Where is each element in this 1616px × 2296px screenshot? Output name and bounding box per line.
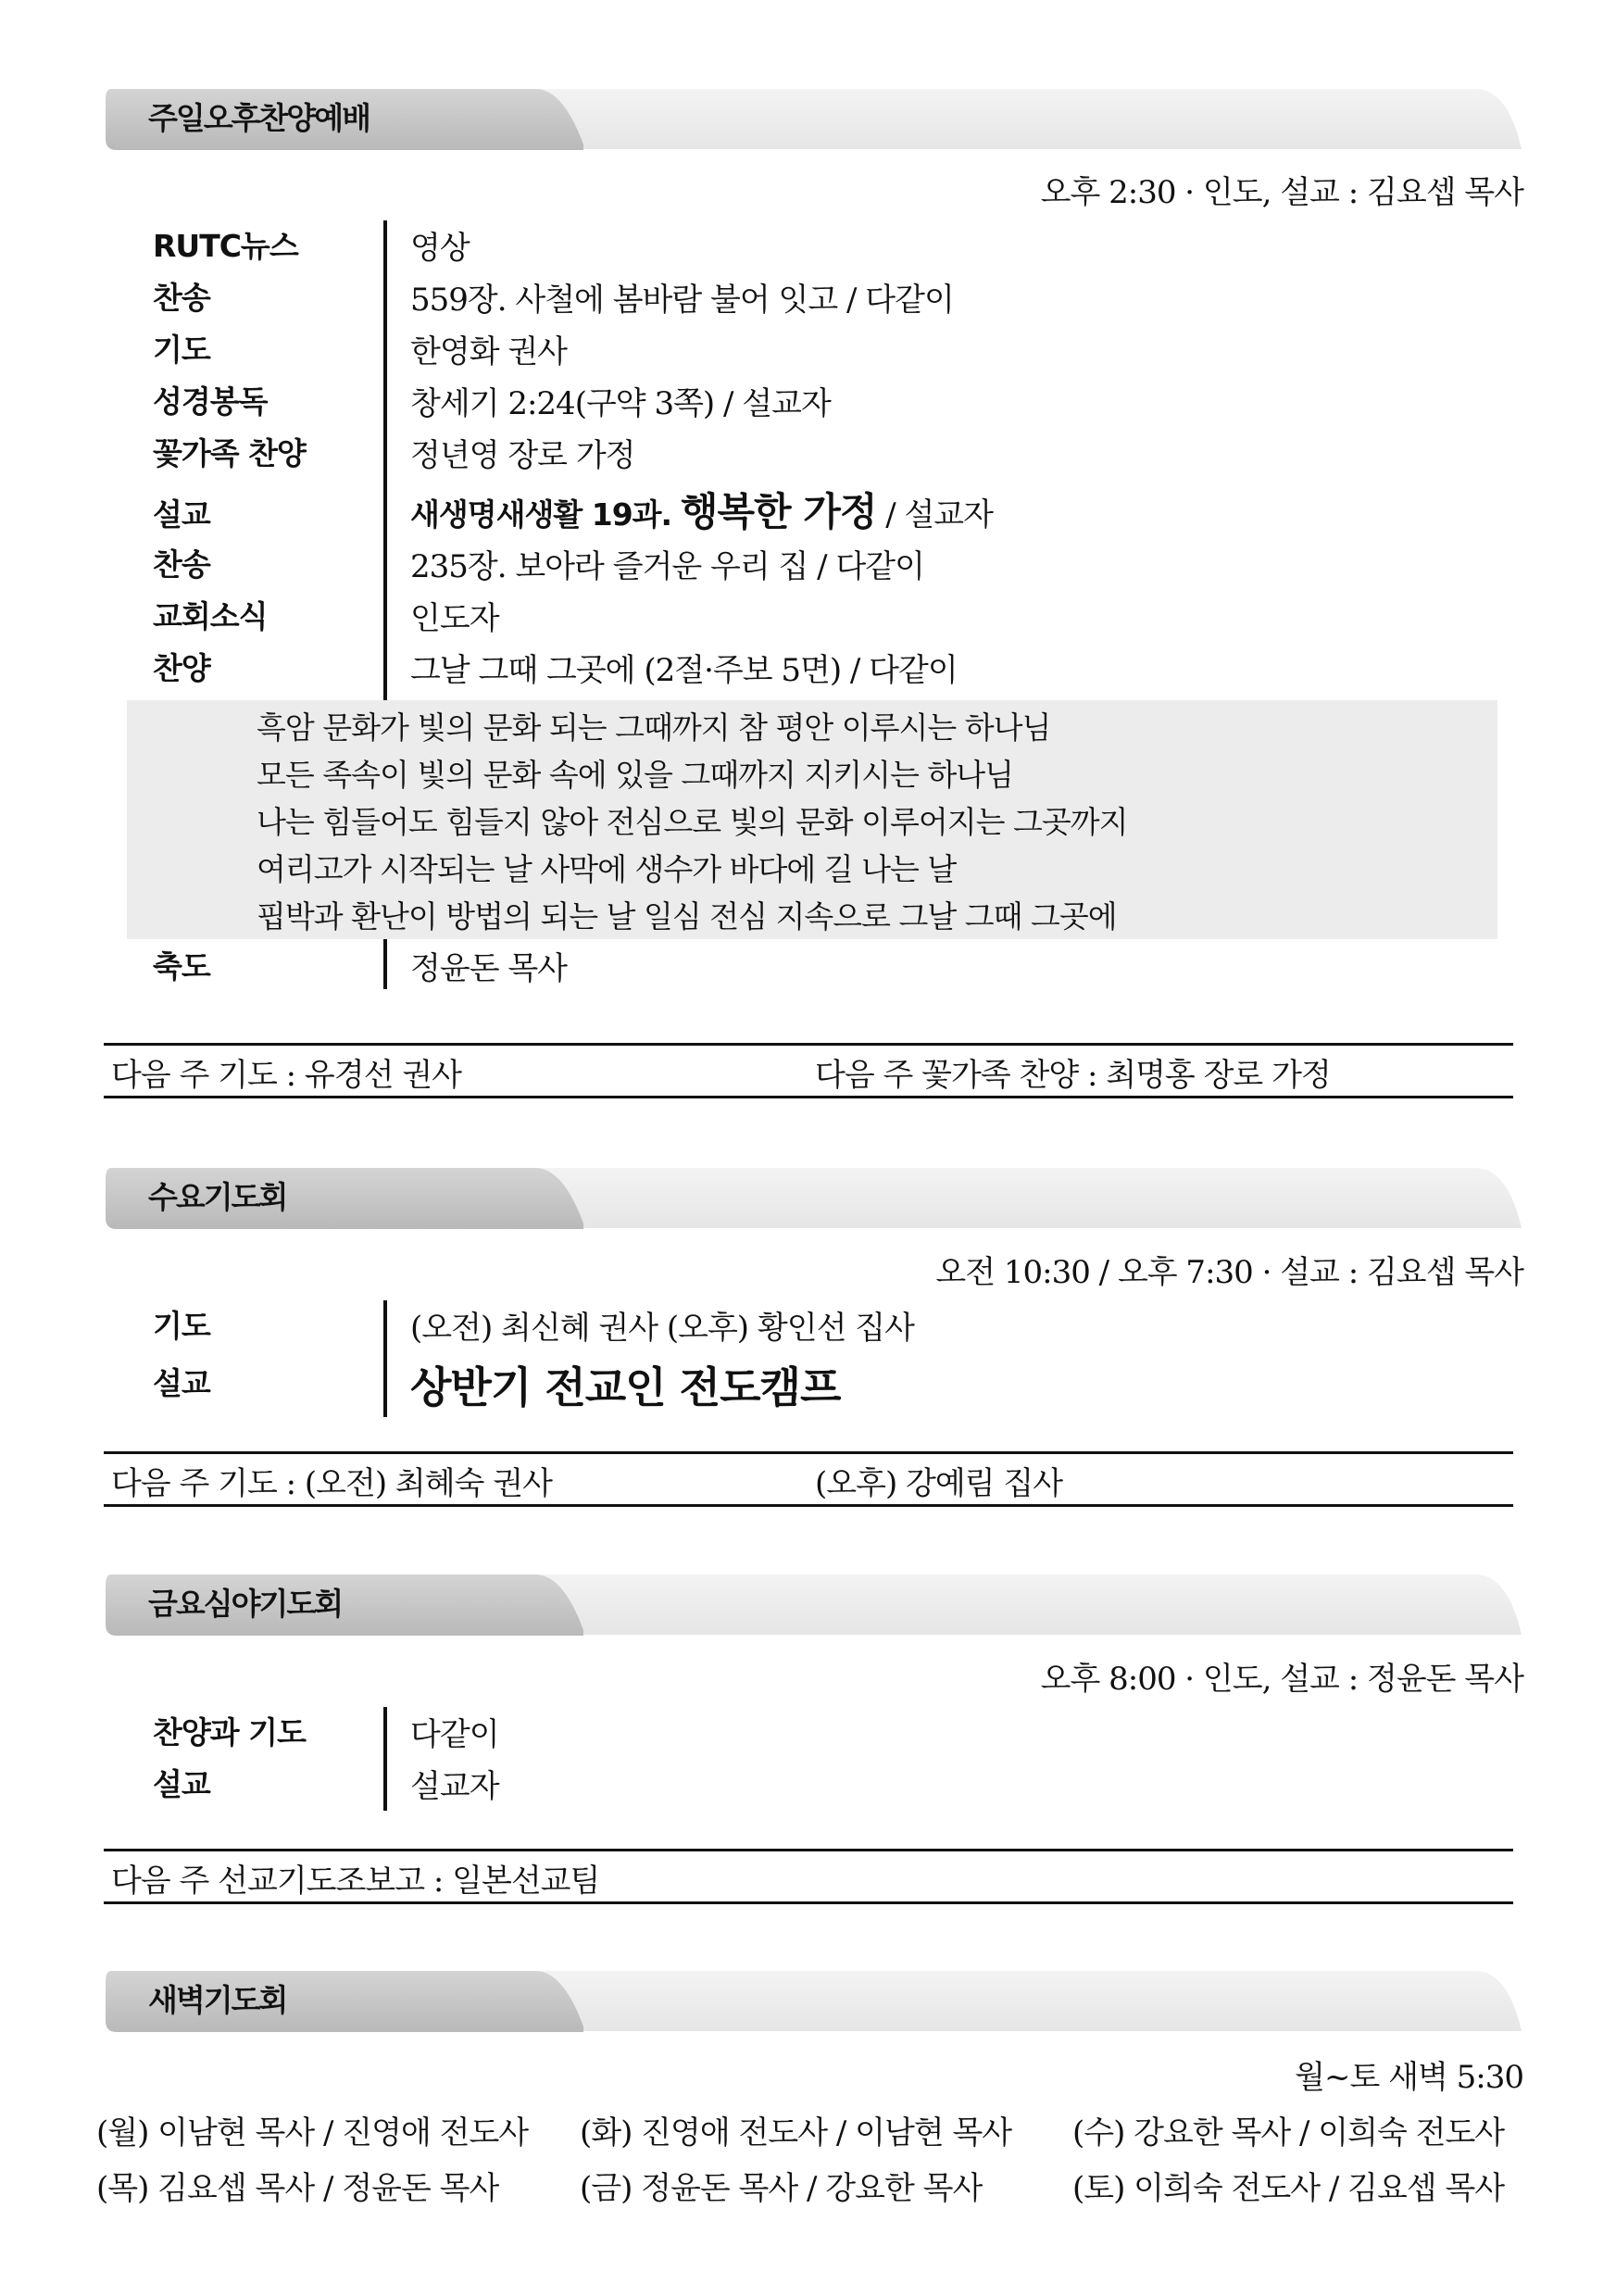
row-label: 축도 (153, 948, 210, 985)
program-row (0, 274, 1616, 326)
row-label: 꽃가족 찬양 (153, 435, 306, 471)
row-value: 창세기 2:24(구약 3쪽) / 설교자 (410, 385, 831, 422)
lyric-line: 여리고가 시작되는 날 사막에 생수가 바다에 길 나는 날 (257, 851, 957, 887)
program-row (0, 378, 1616, 430)
program-row-sermon (0, 482, 1616, 533)
program-row (0, 593, 1616, 645)
lyric-line: 핍박과 환난이 방법의 되는 날 일심 전심 지속으로 그날 그때 그곳에 (257, 898, 1117, 935)
dawn-schedule-item: (화) 진영애 전도사 / 이남현 목사 (580, 2114, 1012, 2152)
program-row (0, 1709, 1616, 1761)
sermon-value (410, 482, 993, 537)
program-row-sermon (0, 1354, 1616, 1412)
service-time: 오후 2:30 · 인도, 설교 : 김요셉 목사 (1040, 174, 1523, 211)
next-week-left: 다음 주 선교기도조보고 : 일본선교팀 (111, 1863, 600, 1900)
row-label: 기도 (153, 1308, 210, 1344)
program-row (0, 943, 1616, 995)
dawn-schedule-item: (월) 이남현 목사 / 진영애 전도사 (96, 2114, 529, 2152)
next-week-right: (오후) 강예림 집사 (815, 1465, 1063, 1502)
dawn-schedule-item: (토) 이희숙 전도사 / 김요셉 목사 (1072, 2170, 1505, 2207)
program-row (0, 326, 1616, 378)
service-time: 오후 8:00 · 인도, 설교 : 정윤돈 목사 (1040, 1661, 1523, 1698)
next-week-bar (104, 1451, 1513, 1507)
next-week-left: 다음 주 기도 : 유경선 권사 (111, 1057, 461, 1094)
row-value: 인도자 (410, 600, 499, 637)
row-value: 그날 그때 그곳에 (2절·주보 5면) / 다같이 (410, 652, 958, 689)
row-value: 설교자 (410, 1768, 499, 1805)
header-tab-shape (100, 1159, 1522, 1236)
row-value: 다같이 (410, 1716, 499, 1753)
next-week-bar (104, 1043, 1513, 1098)
header-tab-shape (100, 1962, 1522, 2039)
program-row (0, 1302, 1616, 1354)
section-header-sunday (100, 80, 1522, 157)
section-header-wednesday (100, 1159, 1522, 1236)
row-value: 한영화 권사 (410, 333, 568, 370)
program-row (0, 222, 1616, 274)
next-week-right: 다음 주 꽃가족 찬양 : 최명홍 장로 가정 (815, 1057, 1331, 1094)
sermon-title: 행복한 가정 (680, 489, 877, 534)
section-title: 주일오후찬양예배 (148, 100, 370, 136)
row-label: RUTC뉴스 (153, 228, 298, 264)
lyric-line: 흑암 문화가 빛의 문화 되는 그때까지 참 평안 이루시는 하나님 (257, 709, 1051, 746)
next-week-bar (104, 1849, 1513, 1904)
section-header-dawn (100, 1962, 1522, 2039)
row-value: 235장. 보아라 즐거운 우리 집 / 다같이 (410, 548, 924, 585)
dawn-schedule-item: (금) 정윤돈 목사 / 강요한 목사 (580, 2170, 983, 2207)
section-title: 금요심야기도회 (148, 1586, 343, 1622)
row-label: 찬송 (153, 280, 210, 316)
program-row (0, 430, 1616, 482)
row-label: 기도 (153, 332, 210, 368)
row-label: 찬송 (153, 546, 210, 583)
section-header-friday (100, 1565, 1522, 1643)
row-value: 영상 (410, 230, 470, 267)
section-title: 새벽기도회 (148, 1982, 287, 2018)
dawn-schedule-item: (목) 김요셉 목사 / 정윤돈 목사 (96, 2170, 499, 2207)
lyrics-box (127, 700, 1497, 939)
row-label: 찬양과 기도 (153, 1714, 306, 1750)
service-time: 월~토 새벽 5:30 (1295, 2059, 1523, 2096)
next-week-left: 다음 주 기도 : (오전) 최혜숙 권사 (111, 1465, 552, 1502)
row-label: 설교 (153, 1365, 210, 1401)
lyric-line: 모든 족속이 빛의 문화 속에 있을 그때까지 지키시는 하나님 (257, 757, 1013, 793)
row-label: 교회소식 (153, 598, 268, 634)
program-row (0, 645, 1616, 696)
row-label: 찬양 (153, 650, 210, 686)
dawn-schedule-item: (수) 강요한 목사 / 이희숙 전도사 (1072, 2114, 1505, 2152)
row-value: 정년영 장로 가정 (410, 437, 635, 474)
row-value: (오전) 최신혜 권사 (오후) 황인선 집사 (410, 1310, 914, 1347)
sermon-title: 상반기 전교인 전도캠프 (410, 1362, 841, 1412)
row-value: 559장. 사철에 봄바람 불어 잇고 / 다같이 (410, 282, 954, 319)
section-title: 수요기도회 (148, 1179, 287, 1215)
service-time: 오전 10:30 / 오후 7:30 · 설교 : 김요셉 목사 (935, 1254, 1523, 1291)
sermon-suffix: / 설교자 (876, 496, 993, 533)
row-label: 설교 (153, 496, 210, 533)
sermon-series: 새생명새생활 19과. (410, 496, 672, 533)
row-value: 정윤돈 목사 (410, 950, 568, 987)
row-label: 성경봉독 (153, 383, 268, 420)
lyric-line: 나는 힘들어도 힘들지 않아 전심으로 빛의 문화 이루어지는 그곳까지 (257, 804, 1128, 840)
program-row (0, 1761, 1616, 1813)
program-row (0, 541, 1616, 593)
row-label: 설교 (153, 1766, 210, 1802)
